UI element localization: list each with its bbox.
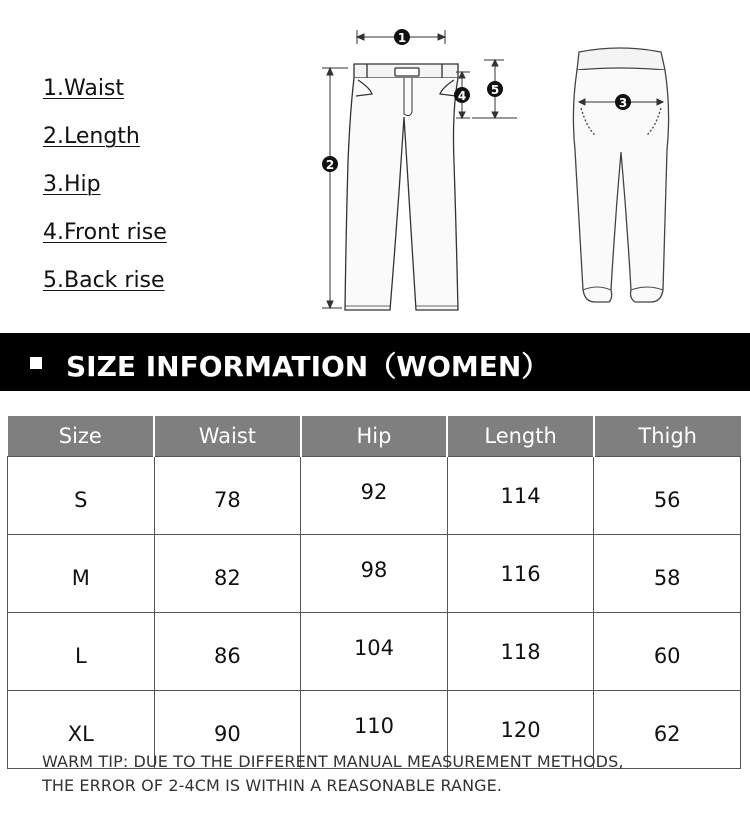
svg-text:2: 2: [325, 158, 335, 172]
svg-text:4: 4: [457, 89, 467, 103]
cell-hip: 98: [301, 535, 448, 613]
marker-3: [615, 94, 631, 110]
cell-thigh: 58: [594, 535, 741, 613]
cell-length: 114: [447, 457, 594, 535]
cell-hip: 104: [301, 613, 448, 691]
cell-size: M: [8, 535, 155, 613]
legend-item-back-rise: 5.Back rise: [43, 268, 165, 293]
cell-waist: 86: [154, 613, 301, 691]
warm-tip-line-2: THE ERROR OF 2-4CM IS WITHIN A REASONABLE RANGE.: [42, 776, 503, 795]
cell-thigh: 60: [594, 613, 741, 691]
header-waist: Waist: [154, 416, 301, 457]
banner-bullet: [30, 357, 42, 369]
table-row: [8, 457, 741, 535]
marker-4: [454, 87, 470, 103]
table-row: [8, 535, 741, 613]
header-size: Size: [8, 416, 155, 457]
cell-length: 120: [447, 691, 594, 769]
header-thigh: Thigh: [594, 416, 741, 457]
table-row: [8, 613, 741, 691]
cell-waist: 78: [154, 457, 301, 535]
marker-2: [322, 156, 338, 172]
cell-thigh: 62: [594, 691, 741, 769]
marker-5: [487, 81, 503, 97]
cell-hip: 110: [301, 691, 448, 769]
front-pants-diagram: [312, 22, 517, 317]
cell-thigh: 56: [594, 457, 741, 535]
cell-length: 116: [447, 535, 594, 613]
legend-item-length: 2.Length: [43, 124, 140, 149]
warm-tip: [42, 750, 732, 798]
section-title: SIZE INFORMATION（WOMEN）: [66, 350, 550, 383]
legend-item-waist: 1.Waist: [43, 76, 125, 101]
measurement-legend: [43, 76, 167, 316]
cell-hip: 92: [301, 457, 448, 535]
svg-text:1: 1: [397, 31, 407, 45]
table-header-row: [8, 416, 741, 457]
header-length: Length: [447, 416, 594, 457]
cell-length: 118: [447, 613, 594, 691]
back-pants-diagram: [565, 40, 685, 315]
size-information-banner: [0, 333, 750, 391]
legend-item-hip: 3.Hip: [43, 172, 101, 197]
cell-waist: 82: [154, 535, 301, 613]
svg-text:3: 3: [618, 96, 628, 110]
legend-item-front-rise: 4.Front rise: [43, 220, 167, 245]
cell-size: XL: [8, 691, 155, 769]
cell-size: L: [8, 613, 155, 691]
cell-waist: 90: [154, 691, 301, 769]
svg-text:5: 5: [490, 83, 500, 97]
header-hip: Hip: [301, 416, 448, 457]
cell-size: S: [8, 457, 155, 535]
warm-tip-line-1: WARM TIP: DUE TO THE DIFFERENT MANUAL MEASUREMENT METHODS,: [42, 752, 624, 771]
marker-1: [394, 29, 410, 45]
size-table: [7, 416, 741, 769]
